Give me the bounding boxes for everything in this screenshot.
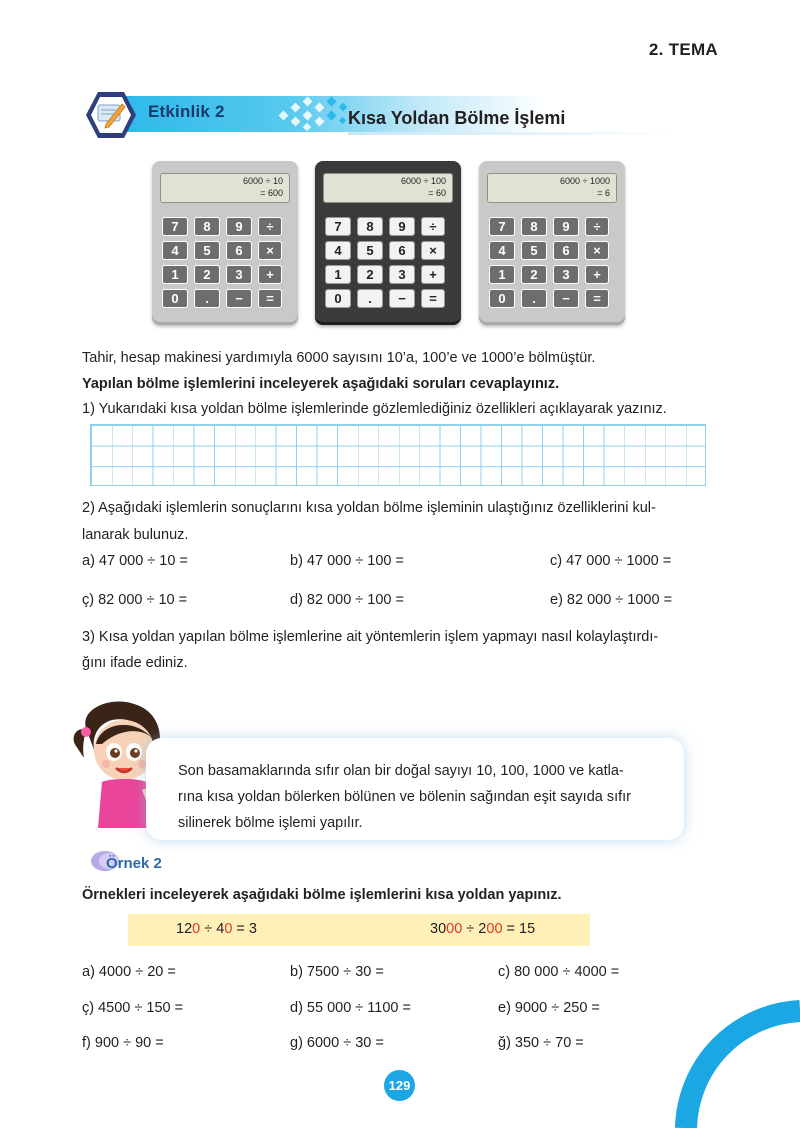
key-7: 7 — [162, 217, 188, 236]
exercise-f: f) 900 ÷ 90 = — [82, 1035, 164, 1051]
example-2: 3000 ÷ 200 = 15 — [430, 921, 536, 937]
key-equals: = — [421, 289, 445, 308]
activity-title: Kısa Yoldan Bölme İşlemi — [348, 108, 566, 128]
key-8: 8 — [194, 217, 220, 236]
key-minus: − — [389, 289, 415, 308]
key-minus: − — [226, 289, 252, 308]
exercise-2c-cedilla: ç) 82 000 ÷ 10 = — [82, 592, 188, 608]
exercise-a: a) 4000 ÷ 20 = — [82, 964, 176, 980]
key-4: 4 — [489, 241, 515, 260]
theme-label: 2. TEMA — [648, 40, 718, 59]
calculator-keypad — [325, 217, 451, 313]
calculator-screen: 6000 ÷ 1000 = 6 — [487, 173, 617, 203]
exercise-2e: e) 82 000 ÷ 1000 = — [550, 592, 673, 608]
question-3-line2: ğını ifade ediniz. — [82, 655, 188, 671]
calculator-screen: 6000 ÷ 10 = 600 — [160, 173, 290, 203]
key-2: 2 — [357, 265, 383, 284]
key-9: 9 — [553, 217, 579, 236]
key-4: 4 — [162, 241, 188, 260]
key-multiply: × — [585, 241, 609, 260]
exercise-c: c) 80 000 ÷ 4000 = — [498, 964, 620, 980]
example-highlight-box — [128, 914, 590, 946]
key-4: 4 — [325, 241, 351, 260]
key-9: 9 — [226, 217, 252, 236]
exercise-c-cedilla: ç) 4500 ÷ 150 = — [82, 1000, 184, 1016]
key-7: 7 — [325, 217, 351, 236]
key-plus: + — [258, 265, 282, 284]
key-1: 1 — [489, 265, 515, 284]
activity-pencil-icon — [84, 90, 136, 140]
intro-text: Tahir, hesap makinesi yardımıyla 6000 sayısını 10’a, 100’e ve 1000’e bölmüştür. — [82, 350, 596, 366]
key-7: 7 — [489, 217, 515, 236]
question-2-line2: lanarak bulunuz. — [82, 527, 189, 543]
key-9: 9 — [389, 217, 415, 236]
key-3: 3 — [389, 265, 415, 284]
key-plus: + — [585, 265, 609, 284]
key-dot: . — [521, 289, 547, 308]
decorative-diamonds — [270, 94, 360, 134]
example-1: 120 ÷ 40 = 3 — [176, 921, 257, 937]
question-1: 1) Yukarıdaki kısa yoldan bölme işlemlerinde gözlemlediğiniz özellikleri açıklayarak yazınız. — [82, 401, 667, 417]
answer-grid[interactable] — [90, 424, 706, 486]
activity-header — [84, 92, 664, 140]
key-6: 6 — [389, 241, 415, 260]
key-8: 8 — [357, 217, 383, 236]
exercise-2b: b) 47 000 ÷ 100 = — [290, 553, 404, 569]
key-1: 1 — [325, 265, 351, 284]
key-6: 6 — [226, 241, 252, 260]
activity-label: Etkinlik 2 — [148, 102, 225, 121]
key-equals: = — [585, 289, 609, 308]
key-minus: − — [553, 289, 579, 308]
key-1: 1 — [162, 265, 188, 284]
exercise-2d: d) 82 000 ÷ 100 = — [290, 592, 404, 608]
key-multiply: × — [258, 241, 282, 260]
key-3: 3 — [226, 265, 252, 284]
key-dot: . — [357, 289, 383, 308]
calculator-keypad — [489, 217, 615, 313]
exercise-2c: c) 47 000 ÷ 1000 = — [550, 553, 672, 569]
exercise-d: d) 55 000 ÷ 1100 = — [290, 1000, 411, 1016]
key-0: 0 — [489, 289, 515, 308]
example-label: Örnek 2 — [106, 855, 162, 872]
instruction-text: Yapılan bölme işlemlerini inceleyerek aşağıdaki soruları cevaplayınız. — [82, 376, 560, 392]
key-divide: ÷ — [421, 217, 445, 236]
decorative-corner-arc — [672, 995, 800, 1128]
exercise-e: e) 9000 ÷ 250 = — [498, 1000, 600, 1016]
exercise-2a: a) 47 000 ÷ 10 = — [82, 553, 188, 569]
key-5: 5 — [357, 241, 383, 260]
key-5: 5 — [194, 241, 220, 260]
key-8: 8 — [521, 217, 547, 236]
exercise-b: b) 7500 ÷ 30 = — [290, 964, 384, 980]
key-divide: ÷ — [585, 217, 609, 236]
example-instruction: Örnekleri inceleyerek aşağıdaki bölme işlemlerini kısa yoldan yapınız. — [82, 887, 562, 903]
question-2-line1: 2) Aşağıdaki işlemlerin sonuçlarını kısa yoldan bölme işleminin ulaştığınız özelliklerini kul- — [82, 500, 656, 516]
key-plus: + — [421, 265, 445, 284]
exercise-g: g) 6000 ÷ 30 = — [290, 1035, 384, 1051]
key-2: 2 — [521, 265, 547, 284]
key-5: 5 — [521, 241, 547, 260]
key-3: 3 — [553, 265, 579, 284]
activity-title-underline — [348, 132, 678, 135]
key-2: 2 — [194, 265, 220, 284]
key-6: 6 — [553, 241, 579, 260]
key-equals: = — [258, 289, 282, 308]
rule-text: Son basamaklarında sıfır olan bir doğal sayıyı 10, 100, 1000 ve katla- rına kısa yoldan bölerken bölünen ve bölenin sağından eşit sayıda sıfır silinerek bölme işlemi yapılır. — [178, 763, 632, 831]
exercise-g-breve: ğ) 350 ÷ 70 = — [498, 1035, 584, 1051]
key-0: 0 — [325, 289, 351, 308]
page-number: 129 — [384, 1070, 415, 1101]
key-dot: . — [194, 289, 220, 308]
key-divide: ÷ — [258, 217, 282, 236]
calculator-screen: 6000 ÷ 100 = 60 — [323, 173, 453, 203]
calculator-1 — [152, 161, 298, 325]
key-0: 0 — [162, 289, 188, 308]
calculator-3 — [479, 161, 625, 325]
calculator-2 — [315, 161, 461, 325]
question-3-line1: 3) Kısa yoldan yapılan bölme işlemlerine ait yöntemlerin işlem yapmayı nasıl kolaylaştırdı- — [82, 629, 659, 645]
rule-callout — [146, 738, 684, 840]
key-multiply: × — [421, 241, 445, 260]
calculator-keypad — [162, 217, 288, 313]
